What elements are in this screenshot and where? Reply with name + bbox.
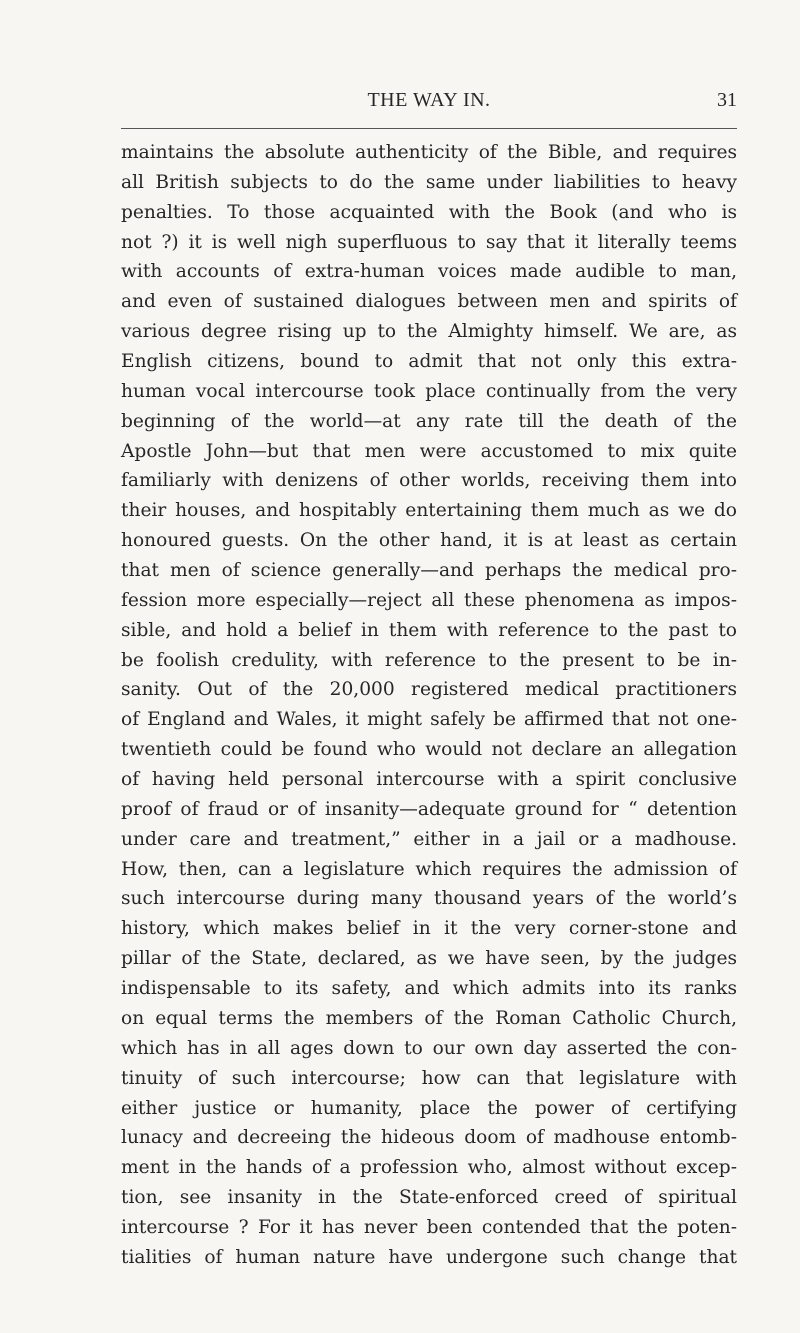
text-line: tion, see insanity in the State-enforced creed of spiritual <box>121 1187 737 1209</box>
text-line: their houses, and hospitably entertaining them much as we do <box>121 500 737 522</box>
text-line: of having held personal intercourse with a spirit conclusive <box>121 769 737 791</box>
text-line: lunacy and decreeing the hideous doom of madhouse entomb- <box>121 1127 737 1149</box>
text-line: proof of fraud or of insanity—adequate ground for “ detention <box>121 798 737 820</box>
text-line: ment in the hands of a profession who, almost without excep- <box>121 1157 737 1179</box>
text-line: human vocal intercourse took place continually from the very <box>121 380 737 402</box>
body-text <box>121 138 737 1273</box>
text-line: honoured guests. On the other hand, it is at least as certain <box>121 530 737 552</box>
text-line: indispensable to its safety, and which admits into its ranks <box>121 978 737 1000</box>
text-line: of England and Wales, it might safely be affirmed that not one- <box>121 709 737 731</box>
text-line: beginning of the world—at any rate till the death of the <box>121 410 737 432</box>
text-line: pillar of the State, declared, as we have seen, by the judges <box>121 948 737 970</box>
text-line: that men of science generally—and perhaps the medical pro- <box>121 560 737 582</box>
text-line: either justice or humanity, place the power of certifying <box>121 1097 737 1119</box>
text-line: and even of sustained dialogues between men and spirits of <box>121 291 737 313</box>
text-line: sible, and hold a belief in them with reference to the past to <box>121 619 737 641</box>
header-rule <box>121 128 737 129</box>
text-line: tialities of human nature have undergone such change that <box>121 1246 737 1268</box>
text-line: fession more especially—reject all these phenomena as impos- <box>121 589 737 611</box>
text-line: with accounts of extra-human voices made audible to man, <box>121 261 737 283</box>
page-number: 31 <box>717 89 737 111</box>
text-line: various degree rising up to the Almighty himself. We are, as <box>121 321 737 343</box>
text-line: under care and treatment,” either in a jail or a madhouse. <box>121 828 737 850</box>
text-line: familiarly with denizens of other worlds, receiving them into <box>121 470 737 492</box>
text-line: English citizens, bound to admit that not only this extra- <box>121 351 737 373</box>
text-line: not ?) it is well nigh superfluous to say that it literally teems <box>121 231 737 253</box>
text-line: history, which makes belief in it the very corner-stone and <box>121 918 737 940</box>
text-line: maintains the absolute authenticity of the Bible, and requires <box>121 142 737 163</box>
text-line: How, then, can a legislature which requires the admission of <box>121 858 737 880</box>
text-line: which has in all ages down to our own day asserted the con- <box>121 1037 737 1059</box>
running-head: THE WAY IN. <box>367 89 491 111</box>
text-line: penalties. To those acquainted with the Book (and who is <box>121 201 737 223</box>
text-line: tinuity of such intercourse; how can that legislature with <box>121 1067 737 1089</box>
text-line: on equal terms the members of the Roman Catholic Church, <box>121 1007 737 1029</box>
text-line: such intercourse during many thousand years of the world’s <box>121 888 737 910</box>
text-line: intercourse ? For it has never been contended that the poten- <box>121 1216 737 1238</box>
text-line: be foolish credulity, with reference to the present to be in- <box>121 649 737 671</box>
text-line: twentieth could be found who would not declare an allegation <box>121 739 737 761</box>
text-line: sanity. Out of the 20,000 registered medical practitioners <box>121 679 737 701</box>
text-line: all British subjects to do the same under liabilities to heavy <box>121 171 737 193</box>
page-header <box>121 88 737 118</box>
text-line: Apostle John—but that men were accustomed to mix quite <box>121 440 737 462</box>
